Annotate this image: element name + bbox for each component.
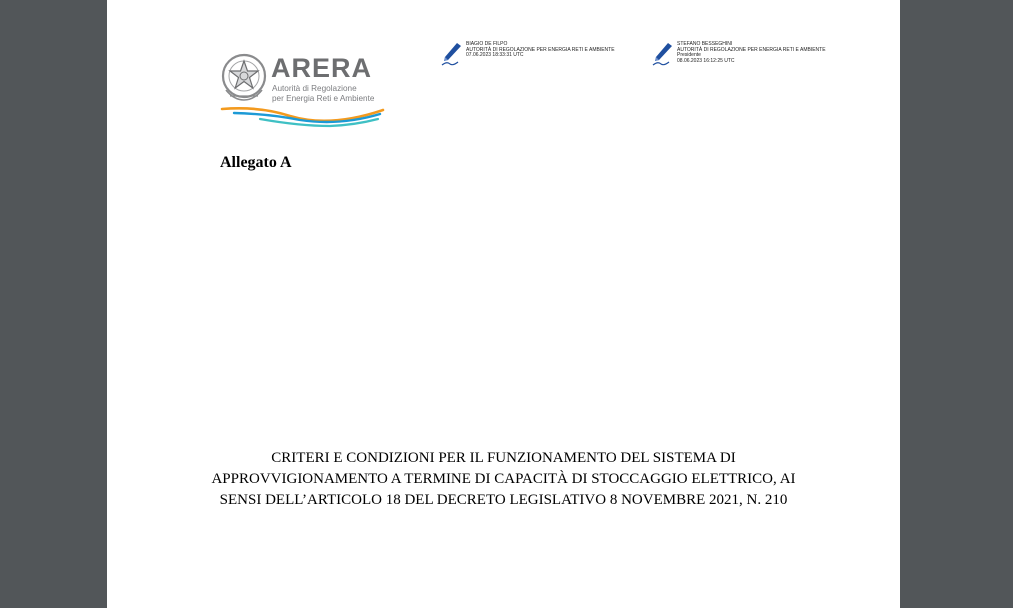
attachment-label: Allegato A bbox=[220, 154, 292, 171]
signer-name: STEFANO BESSEGHINI bbox=[677, 41, 733, 47]
arera-logo bbox=[220, 52, 390, 136]
signature-details bbox=[466, 42, 615, 59]
title-line-1: CRITERI E CONDIZIONI PER IL FUNZIONAMENTO DEL SISTEMA DI bbox=[271, 450, 736, 466]
logo-waves bbox=[220, 104, 385, 136]
title-line-2: APPROVVIGIONAMENTO A TERMINE DI CAPACITÀ DI STOCCAGGIO ELETTRICO, AI bbox=[211, 471, 796, 487]
logo-subtitle-line2: per Energia Reti e Ambiente bbox=[272, 94, 375, 103]
signer-name: BIAGIO DE FILPO bbox=[466, 41, 508, 47]
signature-timestamp: 07.06.2023 18:33:31 UTC bbox=[466, 52, 524, 59]
signer-role: Presidente bbox=[677, 52, 701, 59]
signer-organization: AUTORITÀ DI REGOLAZIONE PER ENERGIA RETI E AMBIENTE bbox=[677, 46, 826, 53]
document-page bbox=[107, 0, 900, 608]
signature-pen-icon bbox=[441, 42, 463, 66]
signature-timestamp: 08.06.2023 16:12:25 UTC bbox=[677, 57, 735, 64]
document-title bbox=[207, 448, 800, 511]
title-line-3: SENSI DELL’ARTICOLO 18 DEL DECRETO LEGISLATIVO 8 NOVEMBRE 2021, N. 210 bbox=[219, 492, 788, 508]
logo-subtitle-line1: Autorità di Regolazione bbox=[272, 84, 357, 93]
digital-signature-2[interactable] bbox=[652, 40, 852, 70]
republic-emblem-icon bbox=[220, 52, 268, 104]
signature-pen-icon bbox=[652, 42, 674, 66]
signer-organization: AUTORITÀ DI REGOLAZIONE PER ENERGIA RETI E AMBIENTE bbox=[466, 46, 615, 53]
signature-details bbox=[677, 42, 826, 64]
logo-subtitle bbox=[272, 84, 374, 104]
logo-name: ARERA bbox=[271, 53, 373, 83]
digital-signature-1[interactable] bbox=[441, 40, 641, 70]
